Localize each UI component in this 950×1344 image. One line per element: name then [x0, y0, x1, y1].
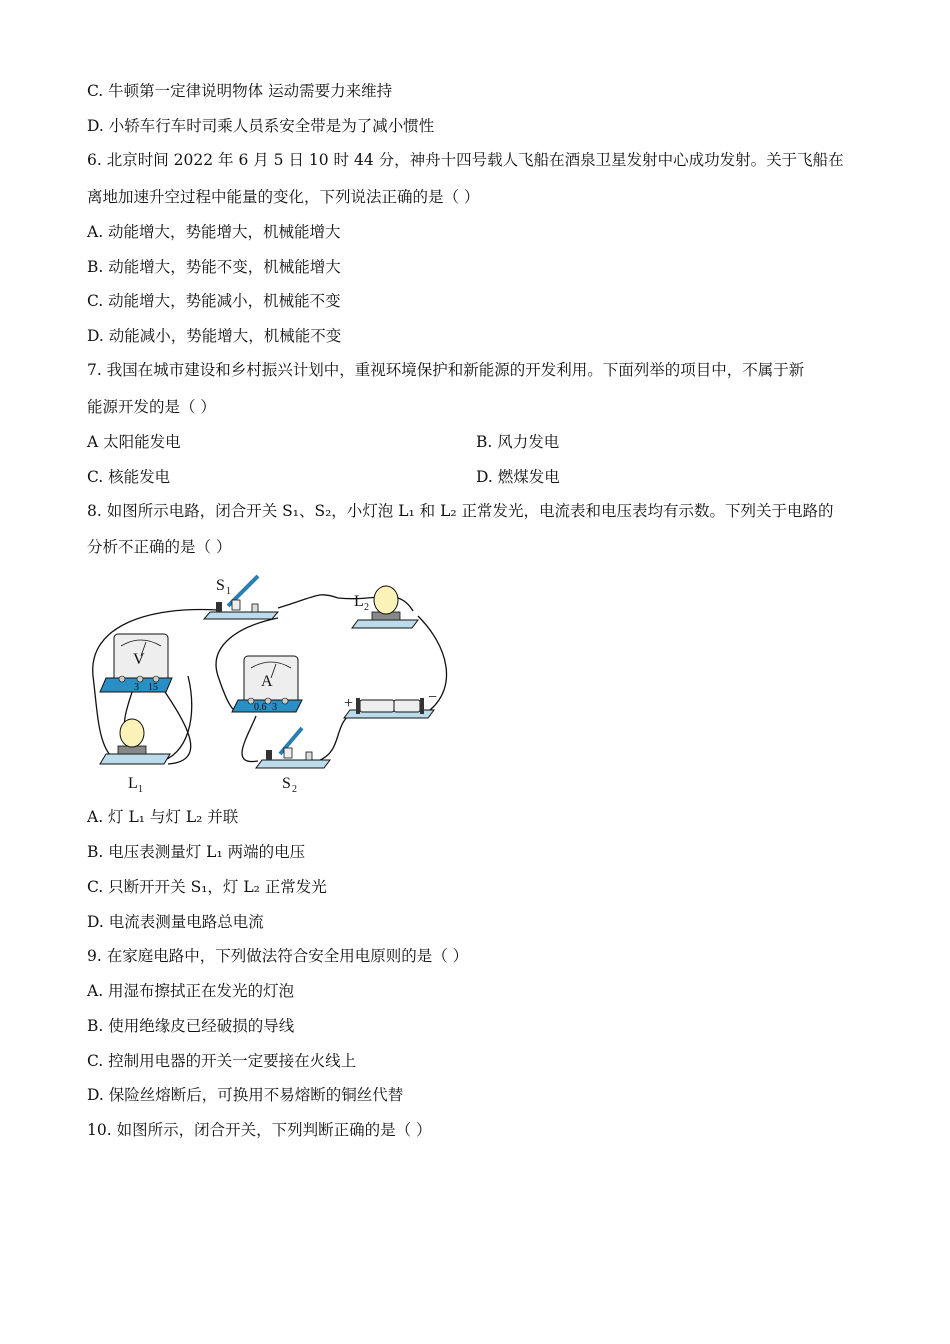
s2-label: S [282, 775, 291, 792]
l2-label: L [354, 593, 364, 610]
q7-option-b: B. 风力发电 [476, 433, 560, 451]
voltmeter-scale-b: 15 [148, 682, 158, 693]
q7-stem-line1: 7. 我国在城市建设和乡村振兴计划中，重视环境保护和新能源的开发利用。下面列举的项目中，不属于新 [87, 361, 805, 379]
voltmeter-label: V [133, 651, 145, 668]
q6-option-d: D. 动能减小，势能增大，机械能不变 [87, 327, 342, 345]
q9-option-a: A. 用湿布擦拭正在发光的灯泡 [87, 982, 295, 1000]
q6-option-b: B. 动能增大，势能不变，机械能增大 [87, 258, 341, 276]
q9-option-d: D. 保险丝熔断后，可换用不易熔断的铜丝代替 [87, 1086, 404, 1104]
q7-stem-line2: 能源开发的是（ ） [87, 398, 216, 416]
q8-option-a: A. 灯 L₁ 与灯 L₂ 并联 [87, 808, 239, 826]
q8-option-b: B. 电压表测量灯 L₁ 两端的电压 [87, 843, 306, 861]
q8-option-d: D. 电流表测量电路总电流 [87, 913, 264, 931]
q6-stem-line2: 离地加速升空过程中能量的变化，下列说法正确的是（ ） [87, 188, 480, 206]
q8-option-c: C. 只断开开关 S₁，灯 L₂ 正常发光 [87, 878, 327, 896]
q9-stem: 9. 在家庭电路中，下列做法符合安全用电原则的是（ ） [87, 947, 469, 965]
s2-subscript: 2 [292, 784, 297, 795]
q7-option-a: A 太阳能发电 [87, 433, 181, 451]
switch-s2 [256, 728, 330, 768]
q5-option-c: C. 牛顿第一定律说明物体 运动需要力来维持 [87, 82, 393, 100]
q6-option-c: C. 动能增大，势能减小，机械能不变 [87, 292, 341, 310]
q9-option-c: C. 控制用电器的开关一定要接在火线上 [87, 1052, 357, 1070]
q6-stem-line1: 6. 北京时间 2022 年 6 月 5 日 10 时 44 分，神舟十四号载人飞船在酒泉卫星发射中心成功发射。关于飞船在 [87, 151, 844, 169]
l1-label: L [128, 775, 138, 792]
q10-stem: 10. 如图所示，闭合开关，下列判断正确的是（ ） [87, 1121, 432, 1139]
q8-stem-line2: 分析不正确的是（ ） [87, 538, 232, 556]
ammeter-scale-a: 0.6 [254, 702, 267, 713]
q8-stem-line1: 8. 如图所示电路，闭合开关 S₁、S₂，小灯泡 L₁ 和 L₂ 正常发光，电流表和电压表均有示数。下列关于电路的 [87, 502, 834, 520]
battery-minus-label: − [428, 689, 438, 706]
battery-plus-label: + [344, 695, 354, 712]
l1-subscript: 1 [138, 784, 143, 795]
battery [344, 698, 434, 718]
q5-option-d: D. 小轿车行车时司乘人员系安全带是为了减小惯性 [87, 117, 435, 135]
q9-option-b: B. 使用绝缘皮已经破损的导线 [87, 1017, 295, 1035]
q7-option-c: C. 核能发电 [87, 468, 171, 486]
voltmeter-scale-a: 3 [134, 682, 139, 693]
q6-option-a: A. 动能增大，势能增大，机械能增大 [87, 223, 341, 241]
s1-label: S [216, 577, 225, 594]
ammeter-label: A [261, 673, 273, 690]
ammeter-scale-b: 3 [272, 702, 277, 713]
circuit-figure [88, 566, 468, 798]
s1-subscript: 1 [226, 586, 231, 597]
q7-option-d: D. 燃煤发电 [476, 468, 560, 486]
bulb-l1 [100, 719, 170, 764]
l2-subscript: 2 [364, 602, 369, 613]
